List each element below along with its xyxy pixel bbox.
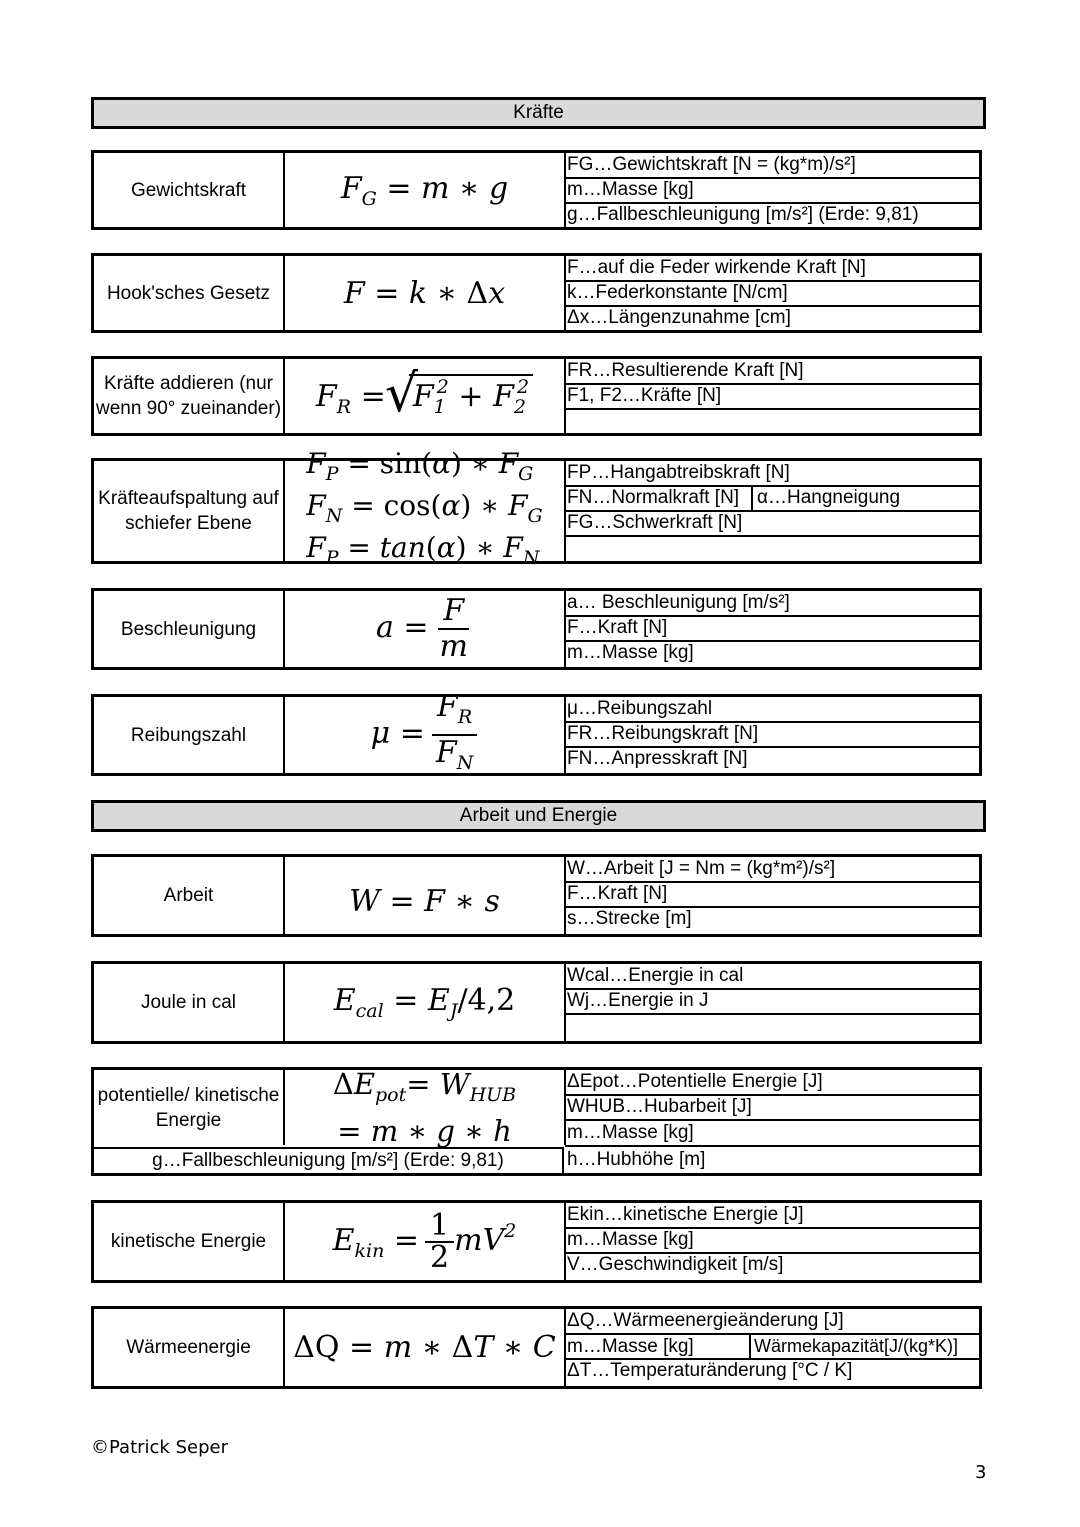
description-cell: α…Hangneigung bbox=[757, 487, 901, 508]
formula-block-arbeit bbox=[91, 854, 982, 937]
description-list bbox=[565, 461, 979, 561]
description-row: m…Masse [kg] bbox=[565, 1121, 979, 1147]
formula: $\Delta E_{pot}= W_{HUB}$ = m ∗ g ∗ h bbox=[285, 1070, 566, 1145]
description-list bbox=[565, 256, 979, 330]
description-row bbox=[565, 409, 979, 433]
description-row: F…Kraft [N] bbox=[565, 616, 979, 642]
formula: $E_{cal} = E_J/4,2$ bbox=[285, 964, 566, 1041]
formula-name: Kräfteaufspaltung auf schiefer Ebene bbox=[94, 461, 285, 561]
description-row: Ekin…kinetische Energie [J] bbox=[565, 1203, 979, 1229]
description-list bbox=[565, 153, 979, 227]
formula: F = k ∗ Δx bbox=[285, 256, 566, 330]
description-row: m…Masse [kg] bbox=[565, 178, 979, 204]
description-list bbox=[565, 1309, 979, 1386]
description-list bbox=[565, 857, 979, 934]
description-cell: FN…Normalkraft [N] bbox=[565, 486, 753, 510]
description-row: k…Federkonstante [N/cm] bbox=[565, 281, 979, 307]
description-row: m…Masse [kg] bbox=[567, 642, 694, 663]
page-number: 3 bbox=[975, 1462, 987, 1483]
formula-name: potentielle/ kinetische Energie bbox=[94, 1070, 285, 1145]
description-row bbox=[565, 1014, 979, 1038]
formula-name: Reibungszahl bbox=[94, 697, 285, 773]
description-row: h…Hubhöhe [m] bbox=[567, 1149, 706, 1170]
formula-name: kinetische Energie bbox=[94, 1203, 285, 1280]
formula-block-waermeenergie bbox=[91, 1306, 982, 1389]
formula-name: Beschleunigung bbox=[94, 591, 285, 667]
formula: $F_R$ = √ $F_1^2 + F_2^2$ bbox=[285, 359, 566, 433]
description-row: F1, F2…Kräfte [N] bbox=[565, 384, 979, 410]
formula-name: Gewichtskraft bbox=[94, 153, 285, 227]
description-row: Δx…Längenzunahme [cm] bbox=[567, 307, 791, 328]
section-header-energie: Arbeit und Energie bbox=[91, 800, 986, 832]
formula-block-kraefteaufspaltung bbox=[91, 447, 982, 569]
description-row: FR…Resultierende Kraft [N] bbox=[565, 359, 979, 385]
description-row bbox=[565, 1334, 979, 1360]
section-header-kraefte: Kräfte bbox=[91, 97, 986, 129]
formula-block-hook bbox=[91, 253, 982, 333]
description-row: g…Fallbeschleunigung [m/s²] (Erde: 9,81) bbox=[567, 204, 919, 225]
description-row: m…Masse [kg] bbox=[565, 1228, 979, 1254]
description-row: ΔEpot…Potentielle Energie [J] bbox=[565, 1070, 979, 1096]
description-row: F…Kraft [N] bbox=[565, 882, 979, 908]
description-list bbox=[565, 1203, 979, 1280]
description-row bbox=[565, 536, 979, 560]
description-row bbox=[565, 486, 979, 512]
formula-note: g…Fallbeschleunigung [m/s²] (Erde: 9,81) bbox=[94, 1147, 564, 1173]
description-row: μ…Reibungszahl bbox=[565, 697, 979, 723]
formula: μ = $\frac{F_R}{F_N}$ bbox=[285, 697, 566, 773]
description-row: WHUB…Hubarbeit [J] bbox=[565, 1095, 979, 1121]
description-row: ΔQ…Wärmeenergieänderung [J] bbox=[565, 1309, 979, 1335]
formula-name: Joule in cal bbox=[94, 964, 285, 1041]
formula-block-kraefte-addieren bbox=[91, 356, 982, 436]
formula: a = $\frac{F}{m}$ bbox=[285, 591, 566, 667]
formula-block-reibungszahl bbox=[91, 689, 982, 776]
description-cell: m…Masse [kg] bbox=[565, 1335, 751, 1359]
description-row: s…Strecke [m] bbox=[567, 908, 692, 929]
formula-name: Kräfte addieren (nur wenn 90° zueinander) bbox=[94, 359, 285, 433]
footer-author: ©Patrick Seper bbox=[91, 1437, 228, 1458]
formula-name: Hook'sches Gesetz bbox=[94, 256, 285, 330]
description-row: Wj…Energie in J bbox=[565, 989, 979, 1015]
formula: W = F ∗ s bbox=[285, 857, 566, 934]
description-row: V…Geschwindigkeit [m/s] bbox=[567, 1254, 784, 1275]
formula: $F_P = \sin(\alpha)$ ∗ $F_G$ $F_N = \cos(\alpha)$ ∗ $F_G$ $F_P = \tan(\alpha)$ ∗ $F_N$ bbox=[285, 461, 566, 561]
description-row: a… Beschleunigung [m/s²] bbox=[565, 591, 979, 617]
formula: $F_G = m$ ∗ g bbox=[285, 153, 566, 227]
description-list bbox=[565, 359, 979, 433]
formula-name: Arbeit bbox=[94, 857, 285, 934]
formula-name: Wärmeenergie bbox=[94, 1309, 285, 1386]
description-list bbox=[565, 964, 979, 1041]
description-list bbox=[565, 697, 979, 773]
description-row: FP…Hangabtreibskraft [N] bbox=[565, 461, 979, 487]
description-list bbox=[565, 591, 979, 667]
description-list bbox=[565, 1070, 979, 1173]
description-cell: Wärmekapazität[J/(kg*K)] bbox=[754, 1336, 959, 1356]
description-row: W…Arbeit [J = Nm = (kg*m²)/s²] bbox=[565, 857, 979, 883]
description-row: FG…Schwerkraft [N] bbox=[565, 511, 979, 537]
formula-block-gewichtskraft bbox=[91, 150, 982, 230]
description-row: Wcal…Energie in cal bbox=[565, 964, 979, 990]
formula-block-kinetische-energie bbox=[91, 1200, 982, 1283]
formula: ΔQ = m ∗ ΔT ∗ C bbox=[285, 1309, 566, 1386]
formula-block-joule-in-cal bbox=[91, 961, 982, 1044]
description-row: FN…Anpresskraft [N] bbox=[567, 748, 748, 769]
description-row: FR…Reibungskraft [N] bbox=[565, 722, 979, 748]
formula: $E_{kin}$ = $\frac{1}{2}$ $mV^2$ bbox=[285, 1203, 566, 1280]
formula-block-beschleunigung bbox=[91, 588, 982, 670]
formula-block-potentielle-energie bbox=[91, 1067, 982, 1176]
description-row: FG…Gewichtskraft [N = (kg*m)/s²] bbox=[565, 153, 979, 179]
description-row: F…auf die Feder wirkende Kraft [N] bbox=[565, 256, 979, 282]
description-row: ΔT…Temperaturänderung [°C / K] bbox=[567, 1360, 853, 1381]
